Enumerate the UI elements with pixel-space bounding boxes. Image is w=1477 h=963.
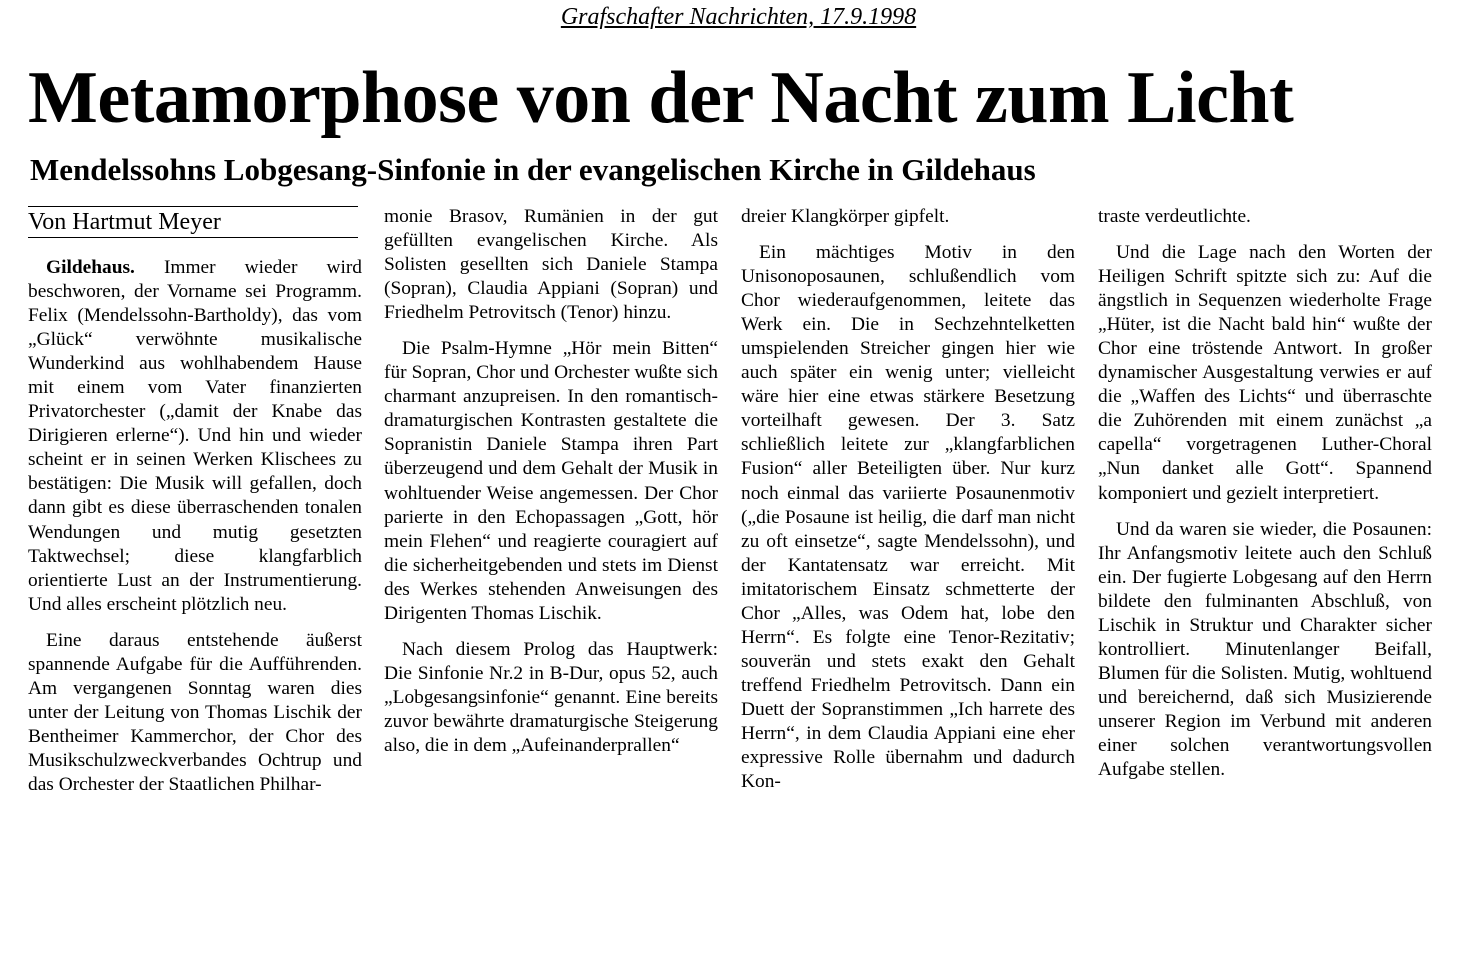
paragraph: Die Psalm-Hymne „Hör mein Bitten“ für Sopran, Chor und Orchester wußte sich charmant anzupreisen. In den romantisch-dramaturgischen Kontrasten gestaltete die Sopranistin Daniele Stampa ihren Part überzeugend und dem Gehalt der Musik in wohltuender Weise angemessen. Der Chor parierte in den Echopassagen „Gott, hör mein Flehen“ und reagierte couragiert auf die sicherheitgebenden und stets im Dienst des Werkes stehenden Anweisungen des Dirigenten Thomas Lischik.	[384, 338, 718, 624]
article-column-2	[384, 205, 718, 758]
source-citation: Grafschafter Nachrichten, 17.9.1998	[560, 4, 917, 30]
paragraph: Eine daraus entstehende äußerst spannende Aufgabe für die Aufführenden. Am vergangenen Sonntag waren dies unter der Leitung von Thomas Lischik der Bentheimer Kammerchor, der Chor des Musikschulzweckverbandes Ochtrup und das Orchester der Staatlichen Philhar-	[28, 629, 362, 795]
paragraph	[28, 256, 362, 617]
paragraph-continued: dreier Klangkörper gipfelt.	[741, 206, 950, 227]
dateline: Gildehaus.	[46, 257, 135, 278]
paragraph-continued: monie Brasov, Rumänien in der gut gefüllten evangelischen Kirche. Als Solisten gesellten sich Daniele Stampa (Sopran), Claudia Appiani (Sopran) und Friedhelm Petrovitsch (Tenor) hinzu.	[384, 206, 718, 324]
article-column-4	[1098, 205, 1432, 782]
paragraph: Ein mächtiges Motiv in den Unisonoposaunen, schlußendlich vom Chor wiederaufgenommen, leitete das Werk ein. Die in Sechzehntelketten umspielenden Streicher gingen hier wie auch später ein wenig unter; vielleicht wäre hier eine etwas stärkere Besetzung vorteilhaft gewesen. Der 3. Satz schließlich leitete zur „klangfarblichen Fusion“ aller Beteiligten über. Nur kurz noch einmal das variierte Posaunenmotiv („die Posaune ist heilig, die darf man nicht zu oft einsetze“, sagte Mendelssohn), und der Kantatensatz war erreicht. Mit imitatorischem Einsatz schmetterte der Chor „Alles, was Odem hat, lobe den Herrn“. Es folgte eine Tenor-Rezitativ; souverän und stets exakt den Gehalt treffend Friedhelm Petrovitsch. Dann ein Duett der Sopranstimmen „Ich harrete des Herrn“, in dem Claudia Appiani eine eher expressive Rolle übernahm und dadurch Kon-	[741, 242, 1075, 793]
paragraph: Und da waren sie wieder, die Posaunen: Ihr Anfangsmotiv leitete auch den Schluß ein. Der fugierte Lobgesang auf den Herrn bildete den fulminanten Abschluß, von Lischik in Struktur und Charakter sicher kontrolliert. Minutenlanger Beifall, Blumen für die Solisten. Mutig, wohltuend und bereichernd, daß sich Musizierende unserer Region im Verbund mit anderen einer solchen verantwortungsvollen Aufgabe stellen.	[1098, 518, 1432, 781]
article-column-1	[28, 256, 362, 797]
paragraph-text: Immer wieder wird beschworen, der Vorname sei Programm. Felix (Mendelssohn-Bartholdy), das vom „Glück“ verwöhnte musikalische Wunderkind aus wohlhabendem Hause mit einem vom Vater finanzierten Privatorchester („damit der Knabe das Dirigieren erlerne“). Und hin und wieder scheint er in seinen Werken Klischees zu bestätigen: Die Musik will gefallen, doch dann gibt es diese überraschenden tonalen Wendungen und mutig gesetzten Taktwechsel; diese klangfarblich orientierte Lust an der Instrumentierung. Und alles erscheint plötzlich neu.	[28, 257, 362, 615]
paragraph: Und die Lage nach den Worten der Heiligen Schrift spitzte sich zu: Auf die ängstlich in Sequenzen wiederholte Frage „Hüter, ist die Nacht bald hin“ wußte der Chor eine tröstende Antwort. In großer dynamischer Ausgestaltung verwies er auf die „Waffen des Lichts“ und überraschte die Zuhörenden mit einem zunächst „a capella“ vorgetragenen Luther-Choral „Nun danket alle Gott“. Spannend komponiert und gezielt interpretiert.	[1098, 242, 1432, 504]
subheadline: Mendelssohns Lobgesang-Sinfonie in der evangelischen Kirche in Gildehaus	[30, 152, 1036, 187]
paragraph: Nach diesem Prolog das Hauptwerk: Die Sinfonie Nr.2 in B-Dur, opus 52, auch „Lobgesangsinfonie“ genannt. Eine bereits zuvor bewährte dramaturgische Steigerung also, die in dem „Aufeinanderprallen“	[384, 638, 718, 756]
headline: Metamorphose von der Nacht zum Licht	[28, 57, 1294, 139]
article-column-3	[741, 205, 1075, 794]
byline: Von Hartmut Meyer	[28, 206, 358, 238]
paragraph-continued: traste verdeutlichte.	[1098, 206, 1251, 227]
